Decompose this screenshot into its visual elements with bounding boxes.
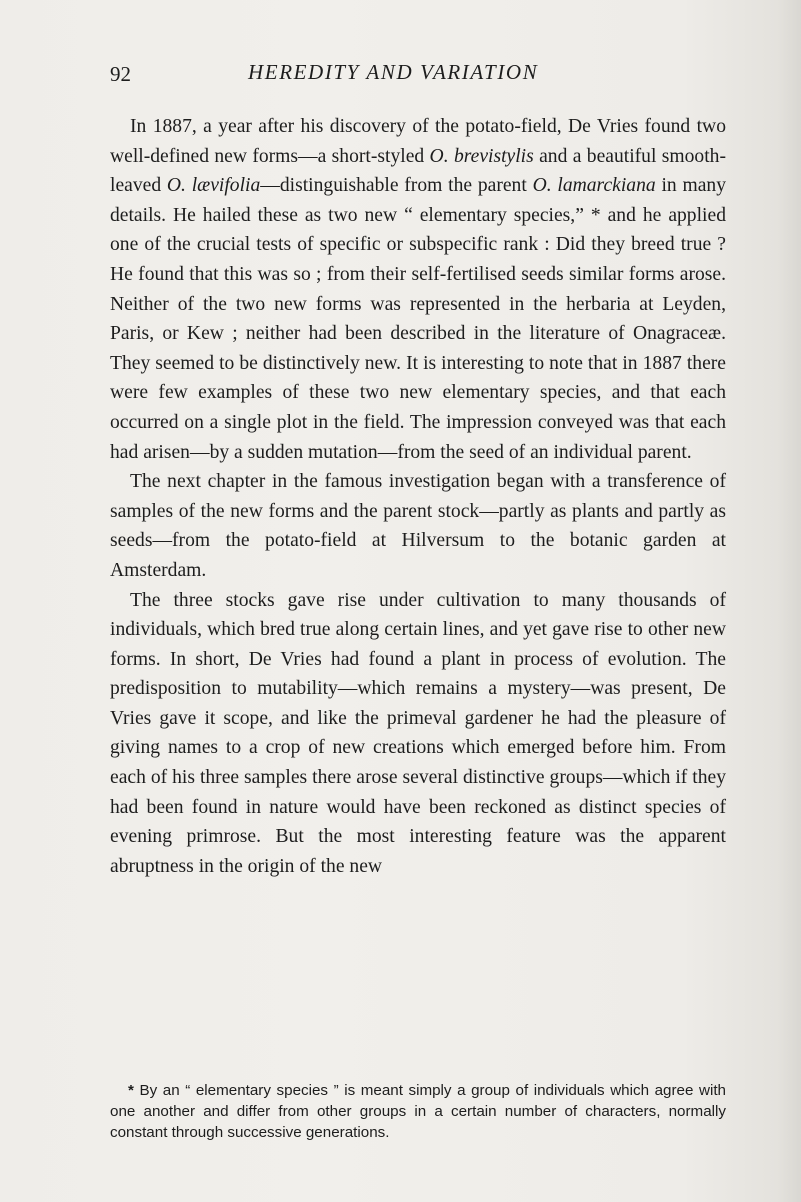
paragraph-3 (110, 586, 726, 882)
page-header (110, 62, 730, 96)
text-run: The next chapter in the famous investigation began with a transference of samples of the new forms and the parent stock—partly as plants and partly as seeds—from the potato-field at Hilversum to the botanic garden at Amsterdam. (110, 471, 726, 581)
text-run: —distinguishable from the parent (260, 175, 533, 197)
footnote (110, 1080, 726, 1143)
paragraph-1 (110, 112, 726, 467)
running-title: HEREDITY AND VARIATION (248, 60, 539, 84)
footnote-mark: * (128, 1082, 134, 1099)
text-run: The three stocks gave rise under cultivation to many thousands of individuals, which bred true along certain lines, and yet gave rise to other new forms. In short, De Vries had found a plant in process of evolution. The predisposition to mutability—which remains a mystery—was present, De Vries gave it scope, and like the primeval gardener he had the pleasure of giving names to a crop of new creations which emerged before him. From each of his three samples there arose several distinctive groups—which if they had been found in nature would have been reckoned as distinct species of evening primrose. But the most interesting feature was the apparent abruptness in the origin of the new (110, 589, 726, 877)
footnote-body: By an “ elementary species ” is meant simply a group of individuals which agree with one another and differ from other groups in a certain number of characters, normally constant through successive generations. (110, 1082, 726, 1141)
body-text (110, 112, 726, 881)
text-run: and a beautiful smooth-leaved (110, 145, 726, 197)
species-name: O. lamarckiana (532, 175, 656, 197)
paragraph-2 (110, 467, 726, 585)
species-name: O. brevistylis (429, 145, 534, 167)
text-run: in many details. He hailed these as two new “ elementary species,” * and he applied one of the crucial tests of specific or subspecific rank : Did they breed true ? He found that this was so ; from their self-fertilised seeds similar forms arose. Neither of the two new forms was represented in the herbaria at Leyden, Paris, or Kew ; neither had been described in the literature of Onagraceæ. They seemed to be distinctively new. It is interesting to note that in 1887 there were few examples of these two new elementary species, and that each occurred on a single plot in the field. The impression conveyed was that each had arisen—by a sudden mutation—from the seed of an individual parent. (110, 175, 726, 463)
species-name: O. lævifolia (166, 175, 261, 197)
page-number: 92 (110, 62, 131, 86)
text-run: In 1887, a year after his discovery of the potato-field, De Vries found two well-defined new forms—a short-styled (110, 116, 726, 167)
footnote-text (110, 1080, 726, 1143)
